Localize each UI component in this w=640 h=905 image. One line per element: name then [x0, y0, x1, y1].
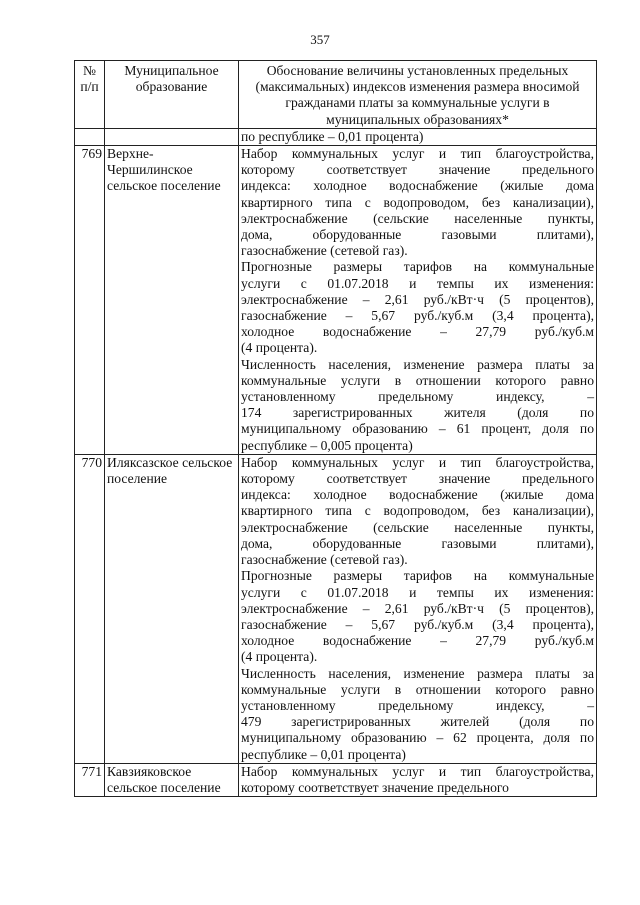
row-number: 769: [75, 146, 105, 455]
justification-text: [239, 763, 597, 796]
row-number: 771: [75, 763, 105, 796]
justification-line: Численность населения, изменение размера платы за: [241, 665, 594, 681]
justification-line: холодное водоснабжение – 27,79 руб./куб.м: [241, 324, 594, 340]
justification-line: холодное водоснабжение – 27,79 руб./куб.м: [241, 633, 594, 649]
justification-line: Набор коммунальных услуг и тип благоустройства,: [241, 763, 594, 779]
municipality-name: Верхне-Чершилинское сельское поселение: [105, 146, 239, 455]
justification-line: дома, оборудованные газовыми плитами),: [241, 535, 594, 551]
justification-line: которому соответствует значение предельного: [241, 471, 594, 487]
justification-line: дома, оборудованные газовыми плитами),: [241, 227, 594, 243]
justification-line: газоснабжение – 5,67 руб./куб.м (3,4 процента),: [241, 616, 594, 632]
table-header-row: [75, 61, 597, 129]
header-municipality: Муниципальное образование: [105, 61, 239, 129]
table-row: [75, 763, 597, 796]
justification-text: [239, 146, 597, 455]
municipality-name: Иляксазское сельское поселение: [105, 454, 239, 763]
justification-line: установленному предельному индексу, –: [241, 389, 594, 405]
justification-line: установленному предельному индексу, –: [241, 697, 594, 713]
page-number: 357: [310, 32, 330, 47]
justification-line: Численность населения, изменение размера платы за: [241, 356, 594, 372]
justification-line: (4 процента).: [241, 340, 318, 356]
justification-line: муниципальному образованию – 61 процент, доля по: [241, 421, 594, 437]
justification-line: электроснабжение – 2,61 руб./кВт·ч (5 процентов),: [241, 600, 594, 616]
justification-line: 174 зарегистрированных жителя (доля по: [241, 405, 594, 421]
table-row: [75, 146, 597, 455]
justification-line: которому соответствует значение предельного: [241, 779, 509, 795]
justification-line: квартирного типа с водопроводом, без канализации),: [241, 194, 594, 210]
justification-line: газоснабжение – 5,67 руб./куб.м (3,4 процента),: [241, 308, 594, 324]
justification-line: газоснабжение (сетевой газ).: [241, 552, 408, 568]
justification-line: Набор коммунальных услуг и тип благоустройства,: [241, 454, 594, 470]
justification-line: услуги с 01.07.2018 и темпы их изменения:: [241, 275, 594, 291]
justification-line: муниципальному образованию – 62 процента, доля по: [241, 730, 594, 746]
justification-line: электроснабжение (сельские населенные пункты,: [241, 519, 594, 535]
justification-text: [239, 454, 597, 763]
justification-line: Прогнозные размеры тарифов на коммунальные: [241, 259, 594, 275]
justification-line: (4 процента).: [241, 649, 318, 665]
municipal-index-table: [74, 60, 597, 797]
continuation-num-cell: [75, 128, 105, 145]
continuation-text: по республике – 0,01 процента): [239, 128, 597, 145]
justification-line: индекса: холодное водоснабжение (жилые дома: [241, 487, 594, 503]
continuation-row: [75, 128, 597, 145]
justification-line: Набор коммунальных услуг и тип благоустройства,: [241, 146, 594, 162]
justification-line: квартирного типа с водопроводом, без канализации),: [241, 503, 594, 519]
continuation-municipality-cell: [105, 128, 239, 145]
header-num: № п/п: [75, 61, 105, 129]
table-row: [75, 454, 597, 763]
justification-line: Прогнозные размеры тарифов на коммунальные: [241, 568, 594, 584]
header-justification: Обоснование величины установленных предельных (максимальных) индексов изменения размера вносимой гражданами платы за коммунальные услуги в муниципальных образованиях*: [239, 61, 597, 129]
municipality-name: Кавзияковское сельское поселение: [105, 763, 239, 796]
justification-line: коммунальные услуги в отношении которого равно: [241, 681, 594, 697]
justification-line: 479 зарегистрированных жителей (доля по: [241, 714, 594, 730]
justification-line: которому соответствует значение предельного: [241, 162, 594, 178]
justification-line: электроснабжение (сельские населенные пункты,: [241, 210, 594, 226]
justification-line: коммунальные услуги в отношении которого равно: [241, 372, 594, 388]
row-number: 770: [75, 454, 105, 763]
justification-line: индекса: холодное водоснабжение (жилые дома: [241, 178, 594, 194]
justification-line: электроснабжение – 2,61 руб./кВт·ч (5 процентов),: [241, 291, 594, 307]
justification-line: газоснабжение (сетевой газ).: [241, 243, 408, 259]
justification-line: республике – 0,005 процента): [241, 437, 413, 453]
justification-line: республике – 0,01 процента): [241, 746, 406, 762]
justification-line: услуги с 01.07.2018 и темпы их изменения:: [241, 584, 594, 600]
